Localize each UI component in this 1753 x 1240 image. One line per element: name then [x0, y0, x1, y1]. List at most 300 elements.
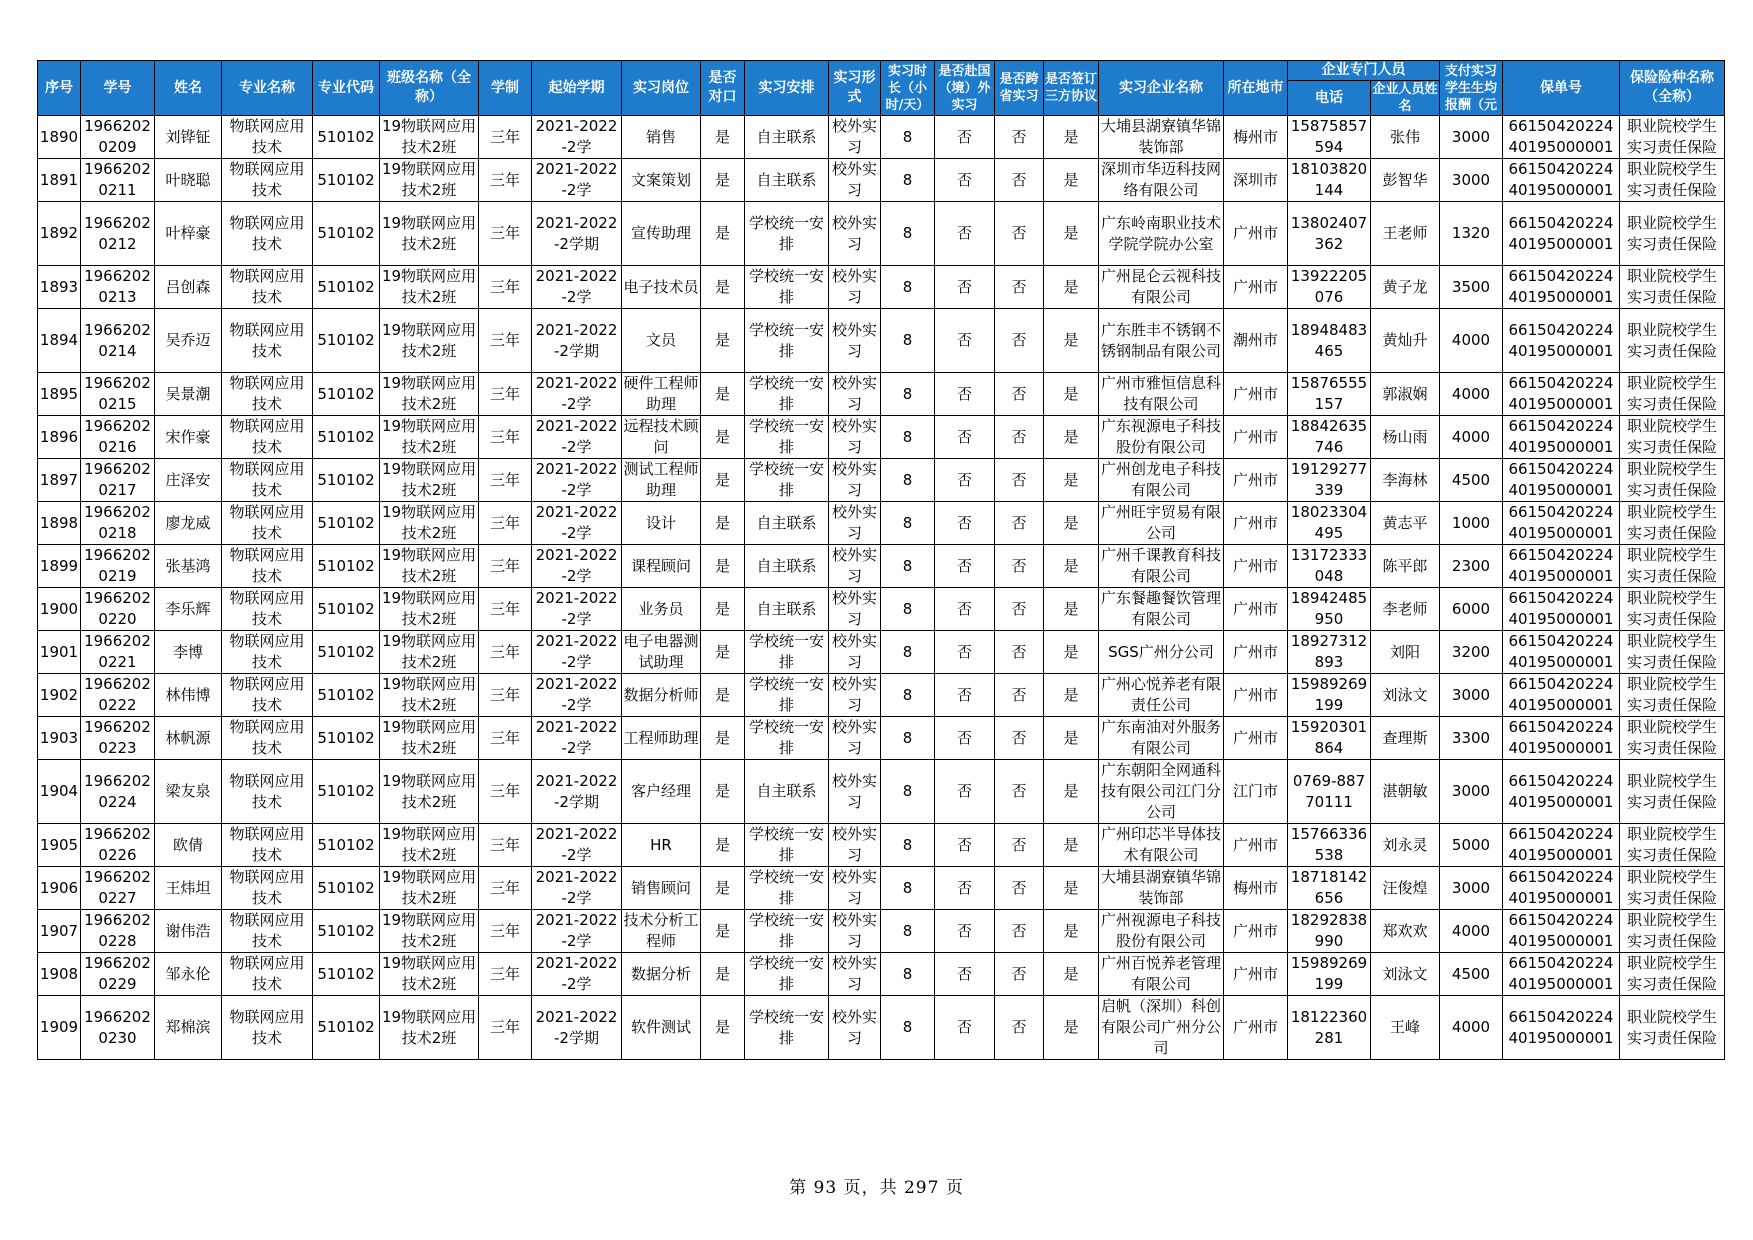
cell-pay-text: 4000 [1451, 331, 1491, 349]
cell-pay [1440, 266, 1503, 309]
cell-policy-no-text: 6615042022440195000001 [1508, 374, 1614, 413]
cell-cross-province [995, 824, 1044, 867]
cell-policy-no [1503, 159, 1620, 202]
cell-major-code-text: 510102 [317, 170, 375, 189]
cell-company-text: 启帆（深圳）科创有限公司广州分公司 [1100, 997, 1221, 1057]
cell-city-text: 广州市 [1232, 277, 1278, 296]
cell-duration [479, 910, 532, 953]
cell-city [1224, 953, 1288, 996]
cell-major-code [313, 416, 380, 459]
cell-duration [479, 760, 532, 824]
cell-abroad [935, 416, 995, 459]
cell-company-text: 广东餐趣餐饮管理有限公司 [1100, 589, 1221, 628]
cell-start-term-text: 2021-2022-2学 [535, 589, 618, 628]
cell-seq-text: 1905 [39, 835, 79, 854]
cell-position-text: 测试工程师助理 [623, 460, 699, 499]
cell-pay-text: 4000 [1451, 427, 1491, 446]
header-cross-province: 是否跨省实习 [995, 61, 1044, 116]
cell-major-text: 物联网应用技术 [229, 825, 305, 864]
cell-matched-text: 是 [714, 170, 730, 189]
cell-matched [701, 545, 745, 588]
cell-cross-province-text: 否 [1011, 878, 1027, 897]
cell-phone [1288, 545, 1371, 588]
cell-name-text: 叶晓聪 [165, 170, 211, 189]
cell-hours-text: 8 [902, 642, 913, 661]
cell-tripartite-text: 是 [1063, 556, 1079, 575]
cell-form-text: 校外实习 [831, 546, 877, 585]
cell-policy-no-text: 6615042022440195000001 [1508, 1007, 1614, 1047]
cell-name [155, 373, 222, 416]
cell-major-code [313, 674, 380, 717]
cell-matched-text: 是 [714, 921, 730, 940]
cell-position [622, 159, 701, 202]
cell-policy-no-text: 6615042022440195000001 [1508, 954, 1614, 993]
table-row [38, 373, 1725, 416]
cell-tripartite [1044, 674, 1099, 717]
cell-start-term [532, 867, 622, 910]
page-footer: 第 93 页，共 297 页 [789, 1178, 964, 1198]
cell-form [829, 588, 881, 631]
cell-duration [479, 867, 532, 910]
cell-major-text: 物联网应用技术 [229, 417, 305, 456]
header-staff-name: 企业人员姓名 [1372, 82, 1438, 114]
cell-matched-text: 是 [714, 964, 730, 983]
cell-company-text: 广东南油对外服务有限公司 [1100, 718, 1221, 757]
cell-student-id-text: 19662020229 [84, 954, 151, 993]
cell-city-text: 广州市 [1232, 513, 1278, 532]
cell-major-text: 物联网应用技术 [229, 911, 305, 950]
cell-name-text: 庄泽安 [165, 470, 211, 489]
cell-tripartite-text: 是 [1063, 921, 1079, 940]
cell-cross-province [995, 545, 1044, 588]
cell-major [222, 631, 313, 674]
cell-city-text: 广州市 [1232, 599, 1278, 618]
cell-phone [1288, 588, 1371, 631]
cell-company [1099, 760, 1224, 824]
table-row [38, 996, 1725, 1060]
cell-staff-name [1371, 910, 1440, 953]
cell-insurance-text: 职业院校学生实习责任保险 [1626, 589, 1717, 628]
cell-policy-no [1503, 717, 1620, 760]
cell-cross-province-text: 否 [1011, 642, 1027, 661]
cell-major-text: 物联网应用技术 [229, 954, 305, 993]
cell-class-name-text: 19物联网应用技术2班 [381, 374, 477, 413]
cell-phone-text: 18292838990 [1290, 911, 1368, 950]
cell-arrangement [745, 824, 829, 867]
cell-insurance [1620, 459, 1725, 502]
cell-start-term-text: 2021-2022-2学 [535, 825, 618, 864]
cell-major-code-text: 510102 [317, 921, 375, 940]
cell-form [829, 309, 881, 373]
cell-start-term-text: 2021-2022-2学 [535, 954, 618, 993]
cell-phone [1288, 309, 1371, 373]
cell-insurance-text: 职业院校学生实习责任保险 [1626, 675, 1717, 714]
cell-cross-province [995, 996, 1044, 1060]
cell-major-code-text: 510102 [317, 782, 375, 800]
cell-company-text: 广州百悦养老管理有限公司 [1100, 954, 1221, 993]
cell-seq [38, 416, 81, 459]
cell-staff-name-text: 王峰 [1389, 1018, 1420, 1036]
cell-start-term [532, 416, 622, 459]
cell-tripartite-text: 是 [1063, 427, 1079, 446]
cell-name [155, 202, 222, 266]
cell-staff-name-text: 陈平郎 [1382, 556, 1428, 575]
cell-city-text: 广州市 [1232, 685, 1278, 704]
cell-insurance [1620, 760, 1725, 824]
cell-student-id-text: 19662020221 [84, 632, 151, 671]
cell-start-term [532, 717, 622, 760]
cell-student-id [81, 953, 155, 996]
cell-major-code-text: 510102 [317, 384, 375, 403]
cell-phone-text: 18023304495 [1290, 503, 1368, 542]
cell-hours-text: 8 [902, 277, 913, 296]
cell-cross-province [995, 760, 1044, 824]
cell-company [1099, 116, 1224, 159]
cell-hours-text: 8 [902, 513, 913, 532]
cell-name-text: 廖龙威 [165, 513, 211, 532]
cell-class-name [380, 910, 479, 953]
cell-staff-name [1371, 502, 1440, 545]
cell-company [1099, 910, 1224, 953]
cell-student-id-text: 19662020219 [84, 546, 151, 585]
cell-student-id-text: 19662020217 [84, 460, 151, 499]
cell-major-code [313, 309, 380, 373]
cell-insurance-text: 职业院校学生实习责任保险 [1626, 374, 1717, 413]
cell-duration-text: 三年 [489, 556, 520, 575]
cell-class-name-text: 19物联网应用技术2班 [381, 632, 477, 671]
cell-abroad [935, 996, 995, 1060]
cell-pay [1440, 996, 1503, 1060]
cell-major-text: 物联网应用技术 [229, 546, 305, 585]
cell-staff-name-text: 彭智华 [1382, 170, 1428, 189]
cell-insurance-text: 职业院校学生实习责任保险 [1626, 160, 1717, 199]
cell-city [1224, 588, 1288, 631]
cell-matched [701, 459, 745, 502]
cell-student-id [81, 202, 155, 266]
cell-name [155, 824, 222, 867]
cell-cross-province-text: 否 [1011, 277, 1027, 296]
cell-position [622, 309, 701, 373]
cell-cross-province-text: 否 [1011, 384, 1027, 403]
cell-name [155, 760, 222, 824]
cell-policy-no-text: 6615042022440195000001 [1508, 825, 1614, 864]
cell-tripartite [1044, 953, 1099, 996]
cell-phone [1288, 416, 1371, 459]
cell-position-text: 硬件工程师助理 [623, 374, 699, 413]
cell-name [155, 953, 222, 996]
cell-abroad-text: 否 [956, 728, 972, 747]
cell-phone [1288, 953, 1371, 996]
cell-phone-text: 15989269199 [1290, 675, 1368, 714]
cell-hours-text: 8 [902, 470, 913, 489]
cell-position-text: 销售 [645, 127, 676, 146]
cell-staff-name [1371, 373, 1440, 416]
table-row [38, 910, 1725, 953]
cell-hours [881, 674, 935, 717]
cell-major-code [313, 266, 380, 309]
cell-class-name-text: 19物联网应用技术2班 [381, 160, 477, 199]
cell-duration [479, 309, 532, 373]
cell-staff-name-text: 王老师 [1382, 224, 1428, 242]
cell-duration-text: 三年 [489, 685, 520, 704]
cell-company [1099, 266, 1224, 309]
header-pay: 支付实习学生生均报酬（元 [1440, 61, 1503, 116]
cell-form-text: 校外实习 [831, 374, 877, 413]
cell-class-name-text: 19物联网应用技术2班 [381, 675, 477, 714]
cell-cross-province [995, 309, 1044, 373]
cell-name [155, 116, 222, 159]
cell-abroad [935, 266, 995, 309]
cell-staff-name [1371, 760, 1440, 824]
cell-major-code [313, 910, 380, 953]
cell-phone [1288, 910, 1371, 953]
cell-matched [701, 760, 745, 824]
cell-form [829, 674, 881, 717]
cell-duration-text: 三年 [489, 277, 520, 296]
cell-start-term-text: 2021-2022-2学 [535, 267, 618, 306]
cell-major-text: 物联网应用技术 [229, 503, 305, 542]
cell-major-code [313, 867, 380, 910]
cell-insurance [1620, 416, 1725, 459]
cell-name-text: 张基鸿 [165, 556, 211, 575]
cell-seq-text: 1893 [39, 277, 79, 296]
cell-pay-text: 6000 [1451, 599, 1491, 618]
cell-name [155, 674, 222, 717]
cell-company-text: 广州视源电子科技股份有限公司 [1100, 911, 1221, 950]
cell-staff-name-text: 郑欢欢 [1382, 921, 1428, 940]
cell-pay [1440, 588, 1503, 631]
cell-hours [881, 910, 935, 953]
cell-position-text: 业务员 [638, 599, 684, 618]
cell-start-term-text: 2021-2022-2学 [535, 868, 618, 907]
cell-seq [38, 373, 81, 416]
cell-policy-no [1503, 824, 1620, 867]
table-row [38, 760, 1725, 824]
cell-city-text: 梅州市 [1232, 127, 1278, 146]
cell-seq-text: 1906 [39, 878, 79, 897]
cell-start-term [532, 266, 622, 309]
cell-abroad-text: 否 [956, 556, 972, 575]
cell-staff-name [1371, 266, 1440, 309]
cell-duration-text: 三年 [489, 170, 520, 189]
cell-abroad-text: 否 [956, 1018, 972, 1036]
cell-phone [1288, 202, 1371, 266]
cell-hours-text: 8 [902, 556, 913, 575]
cell-arrangement-text: 学校统一安排 [748, 320, 824, 360]
cell-abroad-text: 否 [956, 599, 972, 618]
cell-phone [1288, 159, 1371, 202]
cell-position-text: 宣传助理 [630, 224, 691, 242]
cell-staff-name-text: 黄子龙 [1382, 277, 1428, 296]
cell-staff-name [1371, 996, 1440, 1060]
cell-cross-province [995, 910, 1044, 953]
cell-major [222, 674, 313, 717]
cell-abroad-text: 否 [956, 642, 972, 661]
cell-phone-text: 18122360281 [1290, 1007, 1368, 1047]
cell-abroad [935, 717, 995, 760]
cell-staff-name [1371, 309, 1440, 373]
cell-start-term-text: 2021-2022-2学期 [535, 771, 618, 811]
cell-start-term [532, 373, 622, 416]
cell-abroad-text: 否 [956, 127, 972, 146]
cell-phone [1288, 502, 1371, 545]
cell-class-name-text: 19物联网应用技术2班 [381, 417, 477, 456]
cell-student-id-text: 19662020216 [84, 417, 151, 456]
cell-cross-province-text: 否 [1011, 513, 1027, 532]
cell-staff-name [1371, 116, 1440, 159]
cell-seq-text: 1902 [39, 685, 79, 704]
cell-matched-text: 是 [714, 470, 730, 489]
cell-major-code [313, 116, 380, 159]
cell-city [1224, 717, 1288, 760]
cell-staff-name-text: 刘泳文 [1382, 964, 1428, 983]
cell-policy-no-text: 6615042022440195000001 [1508, 868, 1614, 907]
cell-major-text: 物联网应用技术 [229, 1007, 305, 1047]
cell-matched [701, 373, 745, 416]
cell-city-text: 广州市 [1232, 427, 1278, 446]
cell-start-term-text: 2021-2022-2学期 [535, 1007, 618, 1047]
cell-policy-no-text: 6615042022440195000001 [1508, 911, 1614, 950]
cell-form-text: 校外实习 [831, 320, 877, 360]
cell-class-name [380, 631, 479, 674]
cell-insurance [1620, 159, 1725, 202]
cell-matched-text: 是 [714, 835, 730, 854]
cell-major-code [313, 953, 380, 996]
cell-major-code-text: 510102 [317, 513, 375, 532]
cell-insurance-text: 职业院校学生实习责任保险 [1626, 632, 1717, 671]
cell-seq-text: 1896 [39, 427, 79, 446]
cell-staff-name [1371, 824, 1440, 867]
cell-form-text: 校外实习 [831, 868, 877, 907]
cell-start-term-text: 2021-2022-2学 [535, 675, 618, 714]
cell-class-name [380, 416, 479, 459]
cell-arrangement [745, 459, 829, 502]
cell-policy-no-text: 6615042022440195000001 [1508, 213, 1614, 253]
cell-seq [38, 545, 81, 588]
cell-form-text: 校外实习 [831, 1007, 877, 1047]
cell-pay-text: 3000 [1451, 685, 1491, 704]
cell-staff-name [1371, 867, 1440, 910]
cell-insurance [1620, 717, 1725, 760]
cell-start-term [532, 910, 622, 953]
table-row [38, 416, 1725, 459]
cell-pay-text: 3000 [1451, 878, 1491, 897]
cell-class-name-text: 19物联网应用技术2班 [381, 1007, 477, 1047]
cell-matched-text: 是 [714, 556, 730, 575]
cell-form [829, 502, 881, 545]
cell-policy-no [1503, 202, 1620, 266]
cell-student-id [81, 910, 155, 953]
cell-seq-text: 1894 [39, 331, 79, 349]
cell-position [622, 545, 701, 588]
cell-major-text: 物联网应用技术 [229, 589, 305, 628]
cell-city [1224, 416, 1288, 459]
cell-policy-no [1503, 996, 1620, 1060]
cell-name-text: 吴乔迈 [165, 331, 211, 349]
cell-student-id-text: 19662020220 [84, 589, 151, 628]
cell-policy-no [1503, 674, 1620, 717]
cell-matched [701, 502, 745, 545]
cell-company-text: 深圳市华迈科技网络有限公司 [1100, 160, 1221, 199]
cell-company-text: 广州昆仑云视科技有限公司 [1100, 267, 1221, 306]
table-row [38, 588, 1725, 631]
cell-hours-text: 8 [902, 921, 913, 940]
cell-arrangement-text: 自主联系 [756, 513, 817, 532]
cell-matched [701, 309, 745, 373]
cell-cross-province-text: 否 [1011, 599, 1027, 618]
cell-duration [479, 459, 532, 502]
cell-duration [479, 116, 532, 159]
header-position: 实习岗位 [622, 61, 701, 116]
cell-student-id [81, 631, 155, 674]
cell-abroad [935, 373, 995, 416]
cell-company [1099, 824, 1224, 867]
cell-position-text: 文案策划 [630, 170, 691, 189]
cell-duration-text: 三年 [489, 127, 520, 146]
cell-city-text: 深圳市 [1232, 170, 1278, 189]
cell-class-name-text: 19物联网应用技术2班 [381, 771, 477, 811]
table-row [38, 159, 1725, 202]
cell-tripartite [1044, 202, 1099, 266]
cell-seq [38, 953, 81, 996]
cell-insurance-text: 职业院校学生实习责任保险 [1626, 503, 1717, 542]
cell-seq [38, 760, 81, 824]
cell-form [829, 545, 881, 588]
cell-arrangement-text: 学校统一安排 [748, 1007, 824, 1047]
cell-arrangement-text: 学校统一安排 [748, 417, 824, 456]
cell-class-name [380, 674, 479, 717]
cell-start-term-text: 2021-2022-2学 [535, 546, 618, 585]
cell-duration [479, 202, 532, 266]
cell-position [622, 910, 701, 953]
cell-form-text: 校外实习 [831, 589, 877, 628]
cell-staff-name [1371, 416, 1440, 459]
cell-pay-text: 3000 [1451, 127, 1491, 146]
cell-arrangement [745, 760, 829, 824]
cell-tripartite [1044, 717, 1099, 760]
cell-phone [1288, 459, 1371, 502]
cell-phone-text: 15920301864 [1290, 718, 1368, 757]
cell-insurance-text: 职业院校学生实习责任保险 [1626, 718, 1717, 757]
cell-city-text: 潮州市 [1232, 331, 1278, 349]
cell-insurance [1620, 266, 1725, 309]
cell-seq-text: 1895 [39, 384, 79, 403]
cell-hours [881, 309, 935, 373]
cell-seq-text: 1892 [39, 224, 79, 242]
cell-tripartite [1044, 159, 1099, 202]
cell-phone-text: 0769-88770111 [1292, 771, 1366, 811]
cell-arrangement-text: 学校统一安排 [748, 911, 824, 950]
cell-insurance [1620, 867, 1725, 910]
cell-form [829, 824, 881, 867]
cell-matched-text: 是 [714, 1018, 730, 1036]
header-company: 实习企业名称 [1099, 61, 1224, 116]
table-row [38, 717, 1725, 760]
cell-policy-no-text: 6615042022440195000001 [1508, 589, 1614, 628]
cell-cross-province-text: 否 [1011, 964, 1027, 983]
cell-policy-no [1503, 545, 1620, 588]
cell-policy-no [1503, 459, 1620, 502]
cell-class-name [380, 717, 479, 760]
cell-position [622, 867, 701, 910]
cell-position-text: 技术分析工程师 [623, 911, 699, 950]
cell-tripartite-text: 是 [1063, 127, 1079, 146]
cell-hours-text: 8 [902, 878, 913, 897]
cell-pay [1440, 717, 1503, 760]
cell-staff-name [1371, 159, 1440, 202]
cell-insurance [1620, 588, 1725, 631]
cell-pay-text: 1320 [1451, 224, 1491, 242]
